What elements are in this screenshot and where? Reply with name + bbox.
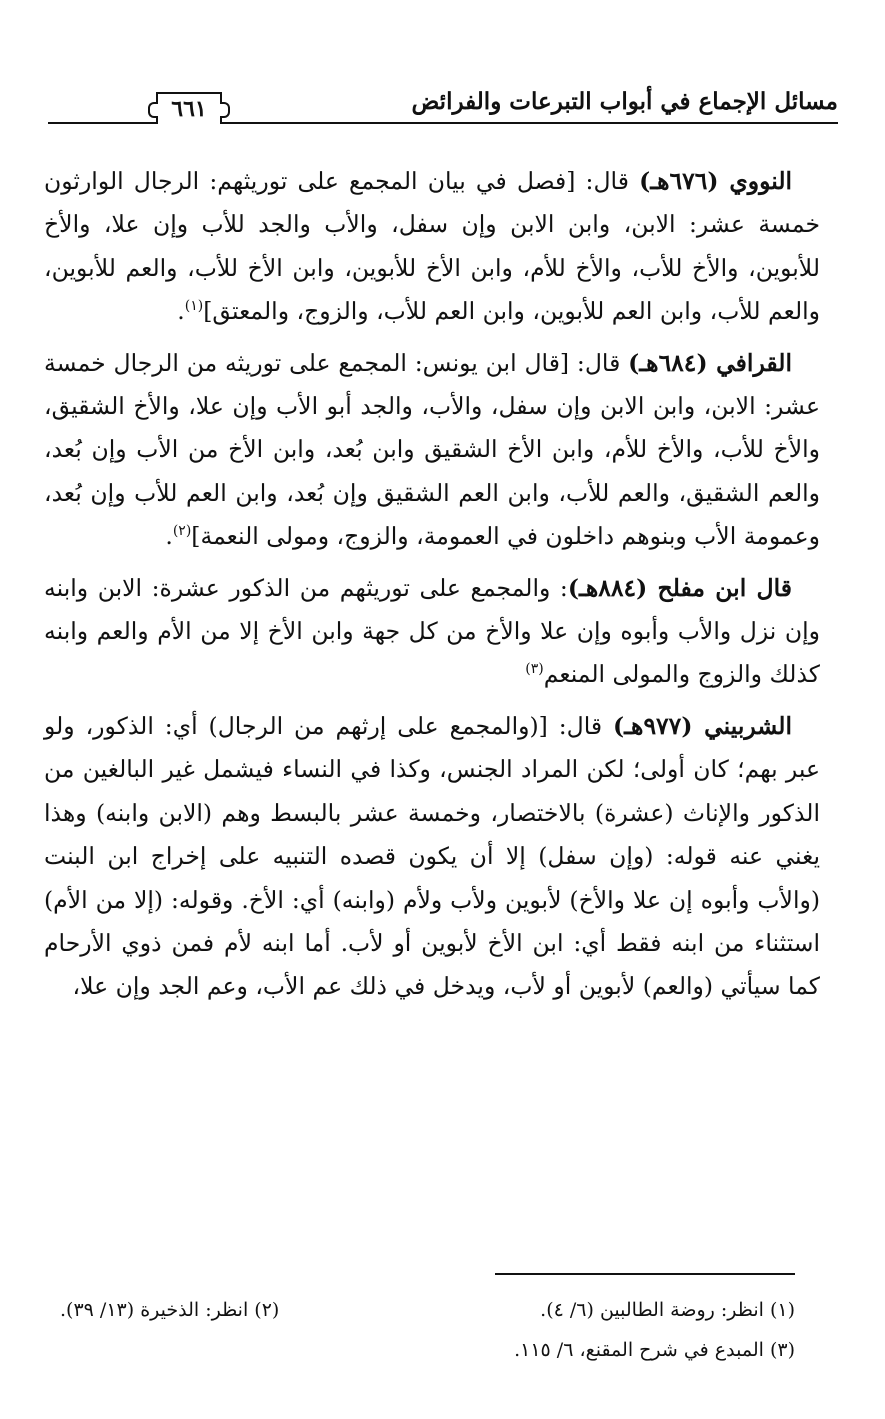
footnote-1: (١) انظر: روضة الطالبين (٦/ ٤).: [540, 1299, 795, 1321]
paragraph-end: .: [165, 522, 173, 551]
page-number: ٦٦١: [156, 92, 222, 124]
page-header: [48, 86, 838, 126]
author-name: النووي (٦٧٦هـ): [639, 167, 793, 195]
author-name: قال ابن مفلح (٨٨٤هـ): [567, 573, 793, 602]
footnote-ref: (٣): [525, 661, 544, 678]
paragraph-text: : والمجمع على توريثهم من الذكور عشرة: الابن وابنه وإن نزل والأب وأبوه وإن علا والأخ من كل جهة وابن الأخ إلا من الأم والعم وابنه كذلك والزوج والمولى المنعم: [44, 573, 820, 689]
paragraph-ibn-muflih: [44, 567, 820, 697]
footnote-3: (٣) المبدع في شرح المقنع، ٦/ ١١٥.: [514, 1339, 795, 1361]
paragraph-qarafi: [44, 342, 820, 559]
paragraph-text: قال: [(والمجمع على إرثهم من الرجال) أي: الذكور، ولو عبر بهم؛ كان أولى؛ لكن المراد الجنس، وكذا في النساء فيشمل غير البالغين من الذكور والإناث (عشرة) بالاختصار، وخمسة عشر بالبسط وهم (الابن وابنه) وهذا يغني عنه قوله: (وإن سفل) إلا أن يكون قصده التنبيه على إخراج ابن البنت (والأب وأبوه إن علا والأخ) لأبوين ولأب ولأم (وابنه) أي: الأخ. وقوله: (إلا من الأم) استثناء من ابنه فقط أي: ابن الأخ لأبوين أو لأب. أما ابنه لأم فمن ذوي الأرحام كما سيأتي (والعم) لأبوين أو لأب، ويدخل في ذلك عم الأب، وعم الجد وإن علا،: [44, 711, 821, 1001]
paragraph-text: قال: [فصل في بيان المجمع على توريثهم: الرجال الوارثون خمسة عشر: الابن، وابن الابن وإن سفل، والأب والجد للأب وإن علا، والأخ للأبوين، والأخ للأب، والأخ للأم، وابن الأخ للأبوين، وابن الأخ للأب، والعم للأبوين، والعم للأب، وابن العم للأبوين، وابن العم للأب، والزوج، والمعتق]: [44, 167, 820, 326]
footnote-row: [60, 1330, 795, 1370]
paragraph-text: قال: [قال ابن يونس: المجمع على توريثه من الرجال خمسة عشر: الابن، وابن الابن وإن سفل، والأب، والجد أبو الأب وإن علا، والأخ الشقيق، والأخ للأب، والأخ للأم، وابن الأخ الشقيق وابن بُعد، وابن الأخ من الأب وإن بُعد، والعم الشقيق، والعم للأب، وابن العم الشقيق وإن بُعد، وابن العم للأب وإن بُعد، وعمومة الأب وبنوهم داخلون في العمومة، والزوج، ومولى النعمة]: [44, 348, 820, 551]
paragraph-shirbini: [44, 705, 820, 1009]
footnote-row: [60, 1290, 795, 1330]
main-text: [44, 160, 820, 1017]
footnote-2: (٢) انظر: الذخيرة (١٣/ ٣٩).: [60, 1299, 280, 1321]
author-name: القرافي (٦٨٤هـ): [628, 348, 792, 377]
paragraph-end: .: [177, 297, 185, 326]
author-name: الشربيني (٩٧٧هـ): [613, 711, 792, 740]
footnotes: [60, 1290, 795, 1370]
running-title: مسائل الإجماع في أبواب التبرعات والفرائض: [411, 88, 838, 115]
footnote-separator: [495, 1273, 795, 1275]
footnote-ref: (١): [184, 298, 204, 315]
footnote-ref: (٢): [172, 523, 192, 540]
paragraph-nawawi: [44, 160, 820, 334]
